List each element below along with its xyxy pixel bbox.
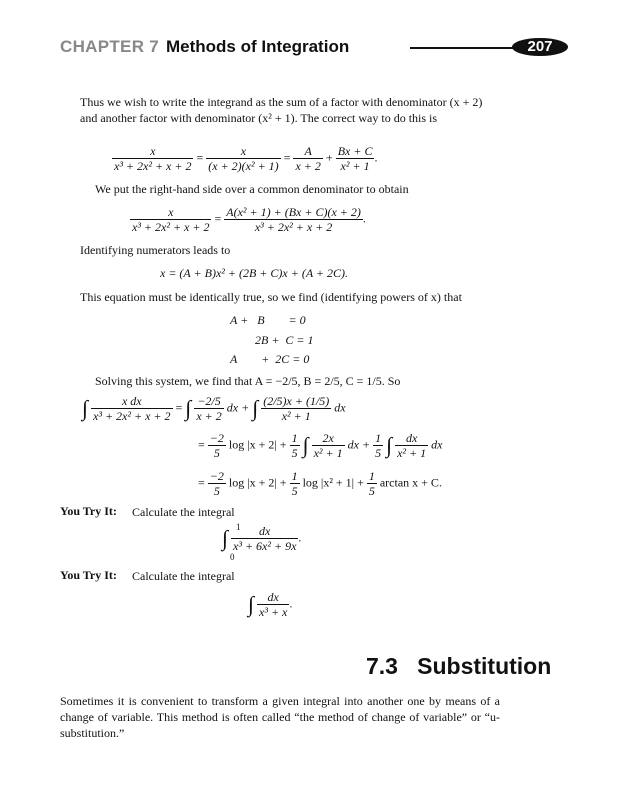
frac: x + 2: [196, 409, 222, 423]
paragraph-4: This equation must be identically true, so we find (identifying powers of x) that: [80, 290, 462, 304]
integral-sign: ∫: [302, 432, 309, 458]
frac: 1: [291, 431, 298, 445]
frac: (2/5)x + (1/5): [263, 394, 330, 408]
frac: 5: [375, 446, 382, 460]
log-term: log |x² + 1| +: [302, 475, 364, 490]
frac: 5: [213, 484, 220, 498]
frac: x³ + 6x² + 9x: [233, 539, 297, 553]
frac: −2: [209, 431, 224, 445]
frac: dx: [257, 590, 289, 605]
equation-3: x = (A + B)x² + (2B + C)x + (A + 2C).: [160, 266, 349, 280]
frac: 1: [291, 469, 298, 483]
section-paragraph: Sometimes it is convenient to transform a given integral into another one by means of a change of variable. This method is often called “the method of change of variable” or “u-substitution.”: [60, 694, 500, 740]
equation-2: $\frac{x}{\text{x³ + 2x² + x + 2}}$ = $\frac{\text{A(x² + 1) + (Bx + C)(x + 2)}}{\text{x³ + 2x² + x + 2}}$ .: [132, 205, 366, 234]
frac: x² + 1: [281, 409, 311, 423]
frac: Bx + C: [337, 144, 373, 158]
try-it-integral-2: ∫ $\frac{dx}{\text{x³ + x}}$ .: [248, 590, 293, 619]
integral-sign: ∫: [222, 525, 229, 551]
equation-5-line-1: ∫ $\frac{\text{x dx}}{\text{x³ + 2x² + x + 2}}$ = ∫ $\frac{-2/5}{x + 2}$ dx + ∫ $\frac{(2/5)x + (1/5)}{\text{x² + 1}}$ dx: [82, 394, 346, 423]
frac: x² + 1: [313, 446, 343, 460]
try-it-label-2: You Try It:: [60, 568, 117, 582]
frac: x: [130, 205, 211, 220]
frac: x² + 1: [340, 159, 370, 173]
frac: 2x: [312, 431, 345, 446]
integral-sign: ∫: [185, 395, 192, 421]
section-heading: 7.3 Substitution: [366, 653, 552, 679]
try-it-label-1: You Try It:: [60, 504, 117, 518]
frac: x³ + 2x² + x + 2: [254, 220, 333, 234]
arctan-term: arctan x + C.: [379, 475, 442, 490]
log-term: log |x + 2| +: [228, 437, 287, 452]
equation-5-line-2: = $\frac{-2}{5}$ log |x + 2| + $\frac{1}{5}$ ∫ $\frac{2x}{\text{x² + 1}}$ dx + $\frac{1}{5}$ ∫ $\frac{dx}{\text{x² + 1}}$ dx: [198, 431, 443, 460]
frac: 1: [375, 431, 382, 445]
frac: x + 2: [295, 159, 321, 173]
frac: x³ + x: [259, 605, 288, 619]
page-number: 207: [512, 38, 568, 56]
paragraph-5: Solving this system, we find that A = −2/5, B = 2/5, C = 1/5. So: [95, 374, 401, 388]
frac: dx: [395, 431, 428, 446]
try-it-text-1: Calculate the integral: [132, 505, 235, 519]
frac: A: [293, 144, 322, 159]
chapter-title: Methods of Integration: [166, 37, 350, 56]
integral-sign: ∫: [252, 395, 259, 421]
log-term: log |x + 2| +: [228, 475, 287, 490]
frac: x: [206, 144, 280, 159]
system-line-1: A + B = 0: [230, 313, 306, 327]
try-it-text-2: Calculate the integral: [132, 569, 235, 583]
frac: −2/5: [194, 394, 223, 409]
frac: x dx: [91, 394, 172, 409]
frac: 5: [368, 484, 375, 498]
integral-sign: ∫: [386, 432, 393, 458]
integral-sign: ∫: [248, 591, 255, 617]
frac: (x + 2)(x² + 1): [208, 159, 279, 173]
paragraph-3: Identifying numerators leads to: [80, 243, 231, 257]
paragraph-1: Thus we wish to write the integrand as the sum of a factor with denominator (x + 2) and another factor with denominator (x² + 1). The correct way to do this is: [80, 95, 483, 125]
header-rule: [410, 47, 522, 49]
frac: 1: [368, 469, 375, 483]
equation-1: $\frac{x}{\text{x³ + 2x² + x + 2}}$ = $\frac{x}{\text{(x + 2)(x² + 1)}}$ = $\frac{A}{x + 2}$ + $\frac{Bx + C}{\text{x² + 1}}$ .: [114, 144, 378, 173]
frac: 5: [291, 484, 298, 498]
equation-5-line-3: = $\frac{-2}{5}$ log |x + 2| + $\frac{1}{5}$ log |x² + 1| + $\frac{1}{5}$ arctan x + C.: [198, 469, 442, 498]
frac: A(x² + 1) + (Bx + C)(x + 2): [226, 205, 361, 219]
lower-limit: 0: [230, 552, 235, 562]
system-line-3: A + 2C = 0: [230, 352, 310, 366]
frac: 5: [291, 446, 298, 460]
frac: x³ + 2x² + x + 2: [132, 220, 210, 234]
frac: dx: [231, 524, 298, 539]
integral-sign: ∫: [82, 395, 89, 421]
frac: x: [112, 144, 193, 159]
paragraph-2: We put the right-hand side over a common denominator to obtain: [95, 182, 409, 196]
upper-limit: 1: [236, 522, 241, 532]
frac: x² + 1: [397, 446, 427, 460]
frac: x³ + 2x² + x + 2: [93, 409, 171, 423]
try-it-integral-1: ∫ 1 0 $\frac{dx}{\text{x³ + 6x² + 9x}}$ .: [222, 522, 302, 562]
frac: −2: [209, 469, 224, 483]
chapter-label: CHAPTER 7: [60, 37, 160, 56]
frac: x³ + 2x² + x + 2: [114, 159, 192, 173]
frac: 5: [213, 446, 220, 460]
system-line-2: 2B + C = 1: [255, 333, 314, 347]
